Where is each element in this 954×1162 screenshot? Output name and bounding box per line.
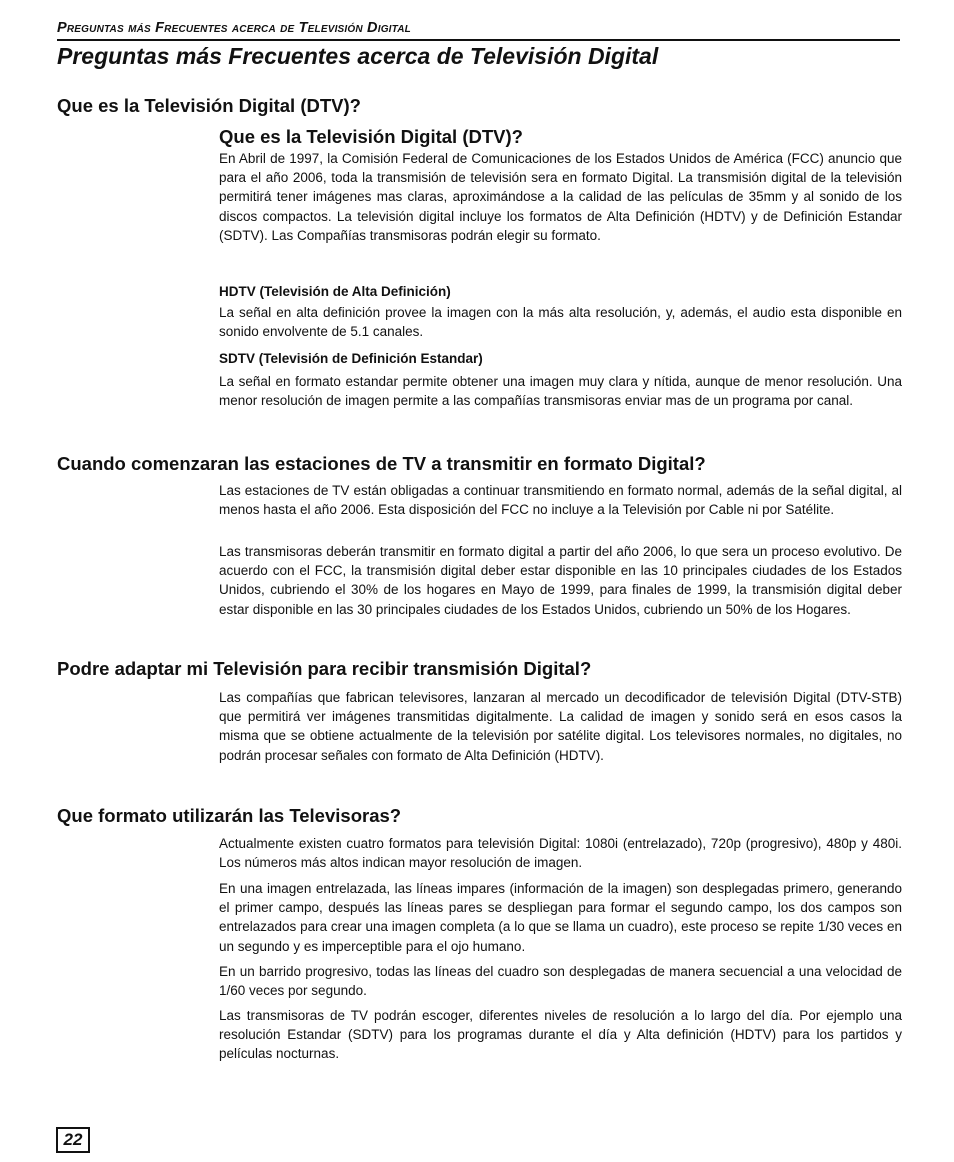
section-heading-dtv-left: Que es la Televisión Digital (DTV)? [57, 95, 361, 116]
subheading-sdtv: SDTV (Televisión de Definición Estandar) [219, 351, 483, 366]
paragraph-sdtv: La señal en formato estandar permite obtener una imagen muy clara y nítida, aunque de menor resolución. Una menor resolución de imagen permite a las compañías transmisoras enviar mas de un programa por canal. [219, 374, 902, 409]
page-number: 22 [56, 1127, 90, 1153]
section-heading-adapt-tv: Podre adaptar mi Televisión para recibir transmisión Digital? [57, 658, 592, 679]
section-heading-dtv: Que es la Televisión Digital (DTV)? [219, 126, 523, 147]
subheading-hdtv: HDTV (Televisión de Alta Definición) [219, 284, 451, 299]
section-heading-digital-start: Cuando comenzaran las estaciones de TV a transmitir en formato Digital? [57, 453, 706, 474]
paragraph-formats-2: En una imagen entrelazada, las líneas impares (información de la imagen) son desplegadas primero, generando el primer campo, después las líneas pares se despliegan para formar el segundo campo, los dos campos son entrelazados para crear una imagen completa (a lo que se llama un cuadro), este proceso se repite 1/30 veces en un segundo y es imperceptible para el ojo humano. [219, 881, 902, 954]
running-header: Preguntas más Frecuentes acerca de Televisión Digital [57, 20, 900, 41]
paragraph-adapt-tv: Las compañías que fabrican televisores, lanzaran al mercado un decodificador de televisión Digital (DTV-STB) que permitirá ver imágenes transmitidas digitalmente. La calidad de imagen y sonido será en esos casos la misma que se obtiene actualmente de la televisión por satélite digital. Los televisores normales, no digitales, no podrán procesar señales con formato de Alta Definición (HDTV). [219, 690, 902, 763]
paragraph-hdtv: La señal en alta definición provee la imagen con la más alta resolución, y, además, el audio esta disponible en sonido envolvente de 5.1 canales. [219, 305, 902, 340]
paragraph-dtv-intro: En Abril de 1997, la Comisión Federal de Comunicaciones de los Estados Unidos de América (FCC) anuncio que para el año 2006, toda la transmisión de televisión sera en formato Digital. La transmisión digital de la televisión permitirá tener imágenes mas claras, aproximándose a la calidad de las películas de 35mm y al sonido de los discos compactos. La televisión digital incluye los formatos de Alta Definición (HDTV) y de Definición Estandar (SDTV). Las Compañías transmisoras podrán elegir su formato. [219, 151, 902, 243]
paragraph-digital-start-2: Las transmisoras deberán transmitir en formato digital a partir del año 2006, lo que sera un proceso evolutivo. De acuerdo con el FCC, la transmisión digital deber estar disponible en las 10 principales ciudades de los Estados Unidos, cubriendo el 30% de los hogares en Mayo de 1999, para finales de 1999, la transmisión digital deber estar disponible en las 30 principales ciudades de los Estados Unidos, cubriendo un 50% de los Hogares. [219, 544, 902, 617]
paragraph-formats-1: Actualmente existen cuatro formatos para televisión Digital: 1080i (entrelazado), 720p (progresivo), 480p y 480i. Los números más altos indican mayor resolución de imagen. [219, 836, 902, 871]
paragraph-formats-4: Las transmisoras de TV podrán escoger, diferentes niveles de resolución a lo largo del día. Por ejemplo una resolución Estandar (SDTV) para los programas durante el día y Alta definición (HDTV) para los partidos y películas nocturnas. [219, 1008, 902, 1062]
paragraph-digital-start-1: Las estaciones de TV están obligadas a continuar transmitiendo en formato normal, además de la señal digital, al menos hasta el año 2006. Esta disposición del FCC no incluye a la Televisión por Cable ni por Satélite. [219, 483, 902, 518]
page-title: Preguntas más Frecuentes acerca de Televisión Digital [57, 43, 659, 69]
section-heading-formats: Que formato utilizarán las Televisoras? [57, 805, 402, 826]
paragraph-formats-3: En un barrido progresivo, todas las líneas del cuadro son desplegadas de manera secuencial a una velocidad de 1/60 veces por segundo. [219, 964, 902, 999]
